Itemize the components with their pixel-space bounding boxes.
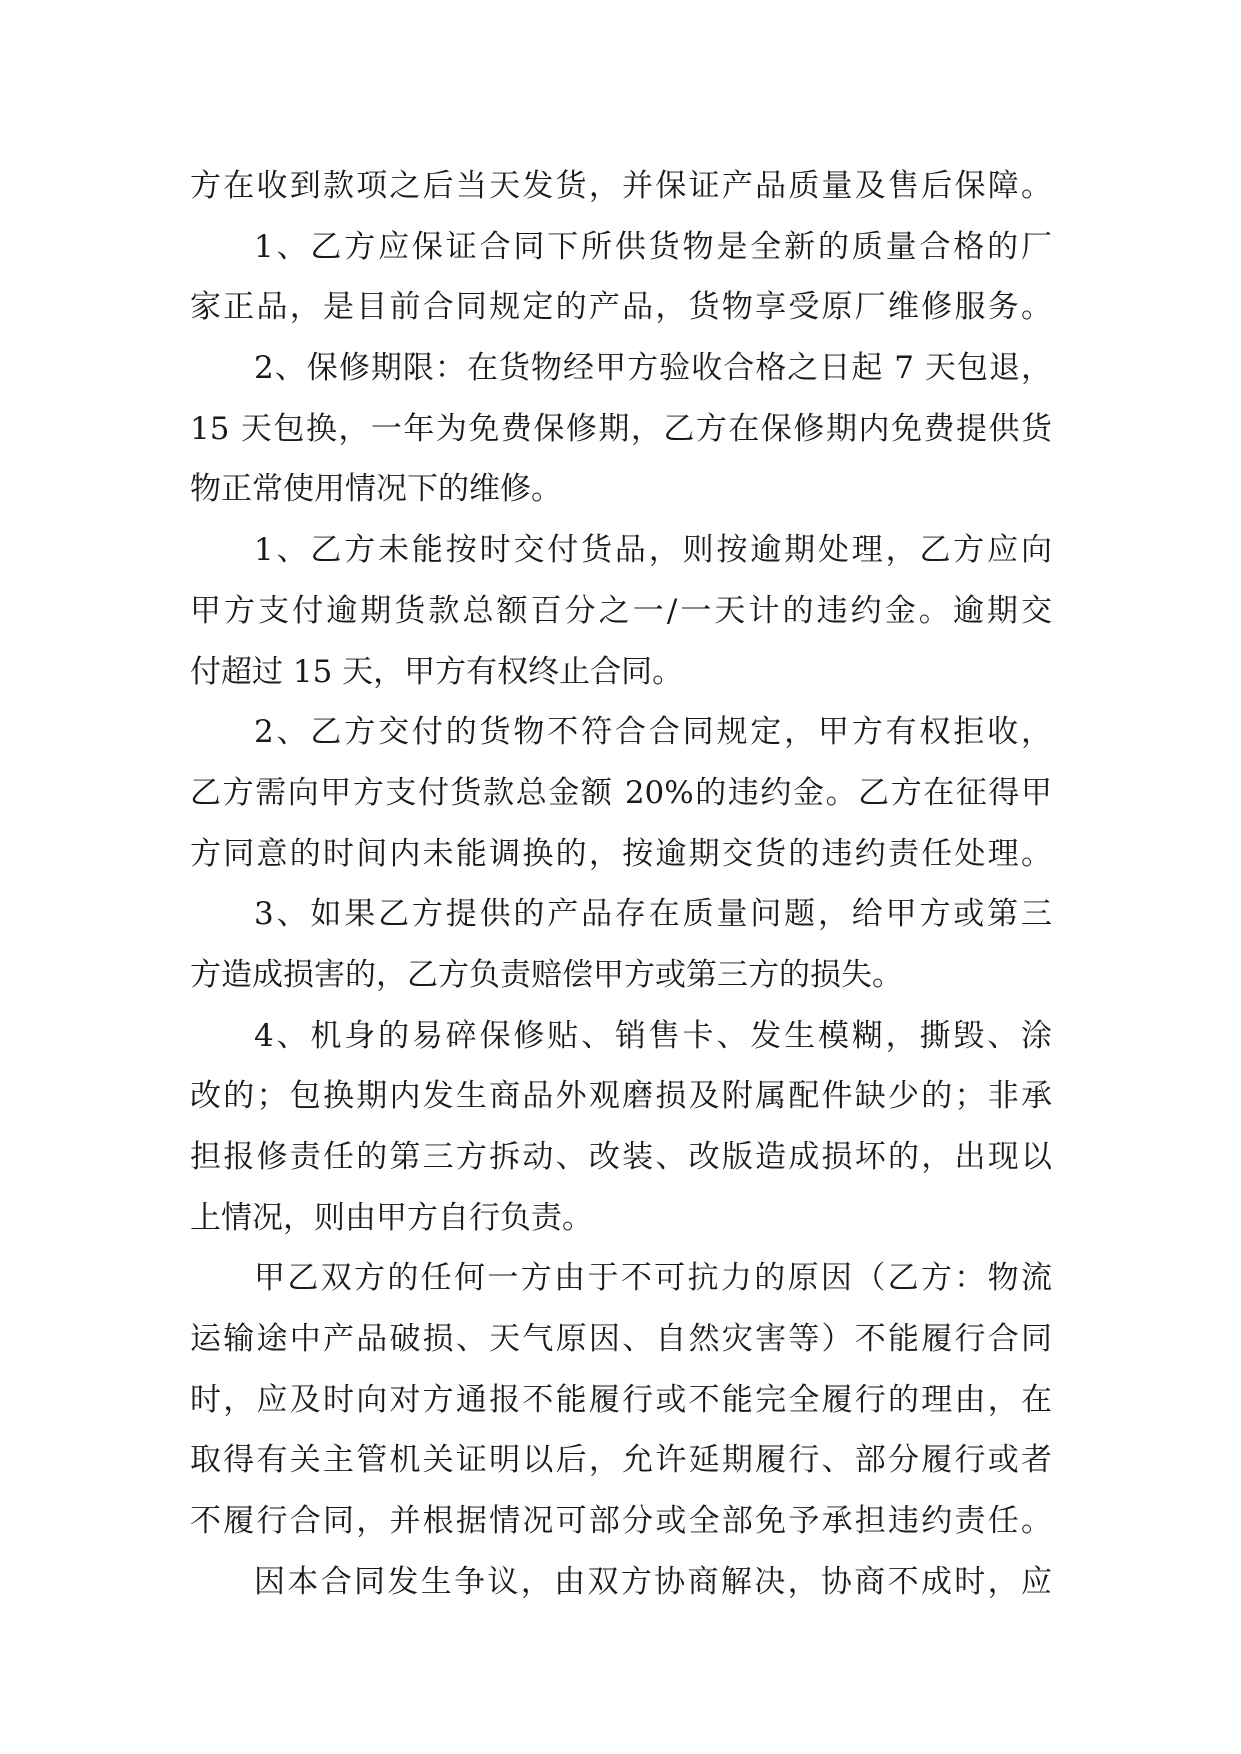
text-line: 方在收到款项之后当天发货，并保证产品质量及售后保障。 [190, 168, 1052, 204]
text-line: 取得有关主管机关证明以后，允许延期履行、部分履行或者 [190, 1442, 1052, 1479]
text-line: 1、乙方未能按时交付货品，则按逾期处理，乙方应向 [254, 532, 1052, 569]
text-line: 家正品，是目前合同规定的产品，货物享受原厂维修服务。 [190, 289, 1052, 326]
text-line: 不履行合同，并根据情况可部分或全部免予承担违约责任。 [190, 1503, 1052, 1540]
text-line: 改的；包换期内发生商品外观磨损及附属配件缺少的；非承 [190, 1078, 1052, 1115]
text-line: 甲方支付逾期货款总额百分之一/一天计的违约金。逾期交 [190, 592, 1052, 629]
text-line: 方造成损害的，乙方负责赔偿甲方或第三方的损失。 [190, 956, 903, 993]
text-line: 1、乙方应保证合同下所供货物是全新的质量合格的厂 [254, 228, 1052, 265]
text-line: 运输途中产品破损、天气原因、自然灾害等）不能履行合同 [190, 1321, 1052, 1358]
text-line: 付超过 15 天，甲方有权终止合同。 [190, 653, 684, 690]
text-line: 3、如果乙方提供的产品存在质量问题，给甲方或第三 [254, 896, 1052, 933]
text-line: 甲乙双方的任何一方由于不可抗力的原因（乙方：物流 [254, 1260, 1052, 1297]
text-line: 物正常使用情况下的维修。 [190, 471, 562, 508]
text-line: 担报修责任的第三方拆动、改装、改版造成损坏的，出现以 [190, 1139, 1052, 1175]
document-body [190, 156, 1052, 1613]
text-line: 2、保修期限：在货物经甲方验收合格之日起 7 天包退， [254, 350, 1052, 387]
text-line: 2、乙方交付的货物不符合合同规定，甲方有权拒收， [254, 714, 1052, 751]
text-line: 4、机身的易碎保修贴、销售卡、发生模糊，撕毁、涂 [254, 1017, 1052, 1054]
text-line: 15 天包换，一年为免费保修期，乙方在保修期内免费提供货 [190, 410, 1052, 447]
text-line: 因本合同发生争议，由双方协商解决，协商不成时，应 [254, 1563, 1052, 1600]
text-line: 乙方需向甲方支付货款总金额 20%的违约金。乙方在征得甲 [190, 774, 1052, 811]
text-line: 时，应及时向对方通报不能履行或不能完全履行的理由，在 [190, 1381, 1052, 1418]
text-line: 上情况，则由甲方自行负责。 [190, 1199, 593, 1236]
text-line: 方同意的时间内未能调换的，按逾期交货的违约责任处理。 [190, 835, 1052, 872]
